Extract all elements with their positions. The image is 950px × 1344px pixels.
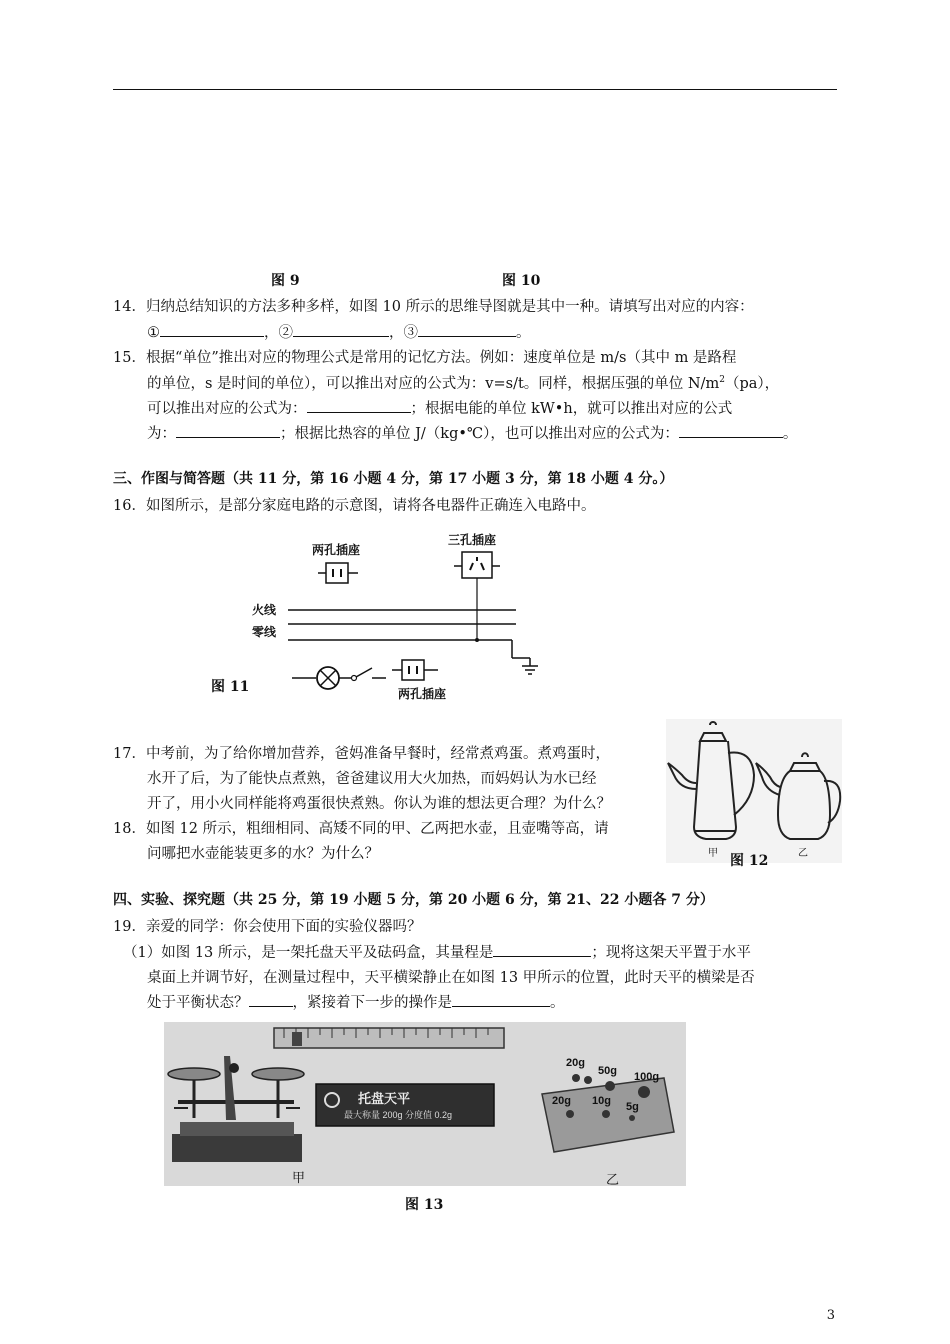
- fig12-label-b: 乙: [798, 848, 808, 859]
- header-rule: [113, 89, 837, 90]
- q16-text: 如图所示，是部分家庭电路的示意图，请将各电器件正确连入电路中。: [145, 498, 596, 514]
- fig13-label-a: 甲: [292, 1170, 306, 1185]
- q19-part-1-line-2: 桌面上并调节好，在测量过程中，天平横梁静止在如图 13 甲所示的位置，此时天平的横梁是否: [147, 970, 755, 986]
- q15-blank-energy[interactable]: [176, 423, 280, 438]
- weight-label-6: 5g: [626, 1101, 639, 1113]
- q15-line-2-sup: 2: [719, 375, 725, 386]
- q19-p1b: ；现将这架天平置于水平: [591, 945, 751, 961]
- q15-line-2b: （pa），: [724, 376, 780, 392]
- figure-11-circuit: [240, 528, 560, 708]
- question-15-line-2: [147, 372, 779, 393]
- page-number: 3: [826, 1308, 835, 1323]
- q14-text: 归纳总结知识的方法多种多样，如图 10 所示的思维导图就是其中一种。请填写出对应的内容：: [145, 299, 754, 315]
- fig11-live-wire-label: 火线: [252, 603, 277, 617]
- section-3-heading: 三、作图与简答题（共 11 分，第 16 小题 4 分，第 17 小题 3 分，第 18 小题 4 分。）: [113, 471, 674, 487]
- q19-text: 亲爱的同学：你会使用下面的实验仪器吗？: [145, 919, 422, 935]
- q19-part-1-line-3: [147, 991, 565, 1012]
- q19-blank-range[interactable]: [493, 942, 591, 957]
- q17-line-2: 水开了后，为了能快点煮熟，爸爸建议用大火加热，而妈妈认为水已经: [147, 771, 597, 787]
- q14-blank-3[interactable]: [418, 322, 516, 337]
- q14-blank-2[interactable]: [293, 322, 389, 337]
- fig13-nameplate-title: 托盘天平: [358, 1091, 411, 1106]
- q14-number: 14．: [113, 299, 146, 315]
- q19-p3c: 。: [550, 995, 565, 1011]
- q15-line-4b: ；根据比热容的单位 J/（kg•℃），也可以推出对应的公式为：: [280, 426, 679, 442]
- question-15-line-3: [147, 397, 732, 418]
- q15-line-3b: ；根据电能的单位 kW•h，就可以推出对应的公式: [410, 401, 733, 417]
- socket-two-bottom: [402, 660, 424, 680]
- q18-line-2: 问哪把水壶能装更多的水？为什么？: [147, 846, 379, 862]
- figure-13-balance: [164, 1022, 686, 1186]
- weight-label-2: 50g: [598, 1065, 617, 1077]
- q19-part-1-line-1: [123, 941, 751, 962]
- figure-10-caption: 图 10: [502, 273, 541, 289]
- question-17: [113, 742, 610, 763]
- rider-weight: [292, 1032, 302, 1046]
- socket-two-top: [326, 563, 348, 583]
- q19-p1a: （1）如图 13 所示，是一架托盘天平及砝码盒，其量程是: [123, 945, 494, 961]
- q19-p3b: ，紧接着下一步的操作是: [292, 995, 452, 1011]
- fig12-label-a: 甲: [708, 848, 718, 859]
- weight-label-1: 20g: [566, 1057, 585, 1069]
- q15-line-4a: 为：: [147, 426, 176, 442]
- question-15: [113, 346, 736, 367]
- switch-icon: [352, 676, 357, 681]
- q14-sep-2: ，③: [389, 325, 418, 341]
- figure-9-caption: 图 9: [271, 273, 300, 289]
- question-14: [113, 295, 754, 316]
- q18-line-1: 如图 12 所示，粗细相同、高矮不同的甲、乙两把水壶，且壶嘴等高，请: [145, 821, 609, 837]
- figure-12-kettles: [666, 719, 842, 863]
- question-15-line-4: [147, 422, 797, 443]
- q15-number: 15．: [113, 350, 146, 366]
- fig11-socket-three-label: 三孔插座: [448, 533, 497, 547]
- q17-number: 17．: [113, 746, 146, 762]
- figure-13-caption: 图 13: [405, 1197, 444, 1213]
- section-4-heading: 四、实验、探究题（共 25 分，第 19 小题 5 分，第 20 小题 6 分，第 21、22 小题各 7 分）: [113, 892, 714, 908]
- question-16: [113, 494, 595, 515]
- q14-end: 。: [516, 325, 531, 341]
- q19-number: 19．: [113, 919, 146, 935]
- q14-blank-1[interactable]: [160, 322, 264, 337]
- figure-12-caption: 图 12: [730, 853, 769, 869]
- weight-label-3: 100g: [634, 1071, 660, 1083]
- q19-blank-balanced[interactable]: [249, 992, 293, 1007]
- q15-line-2a: 的单位，s 是时间的单位），可以推出对应的公式为：v=s/t。同样，根据压强的单位 N/m: [147, 376, 720, 392]
- fig13-label-b: 乙: [606, 1172, 620, 1186]
- weight-label-5: 10g: [592, 1095, 611, 1107]
- q18-number: 18．: [113, 821, 146, 837]
- q15-blank-heat[interactable]: [679, 423, 783, 438]
- q15-line-3a: 可以推出对应的公式为：: [147, 401, 307, 417]
- q19-p3a: 处于平衡状态？: [147, 995, 249, 1011]
- q15-line-1: 根据“单位”推出对应的物理公式是常用的记忆方法。例如：速度单位是 m/s（其中 m 是路程: [145, 350, 737, 366]
- q15-line-4c: 。: [782, 426, 798, 442]
- question-18: [113, 817, 609, 838]
- fig11-socket-two-bottom-label: 两孔插座: [398, 687, 447, 701]
- fig11-socket-two-top-label: 两孔插座: [312, 543, 361, 557]
- q15-blank-pressure[interactable]: [307, 398, 411, 413]
- fig11-neutral-wire-label: 零线: [252, 625, 277, 639]
- question-19: [113, 915, 421, 936]
- weight-label-4: 20g: [552, 1095, 571, 1107]
- q14-sep-1: ，②: [264, 325, 293, 341]
- q19-blank-next-step[interactable]: [452, 992, 550, 1007]
- q14-mark-1: ①: [147, 325, 160, 341]
- q17-line-3: 开了，用小火同样能将鸡蛋很快煮熟。你认为谁的想法更合理？为什么？: [147, 796, 611, 812]
- socket-three: [462, 552, 492, 578]
- figure-11-caption: 图 11: [211, 679, 250, 695]
- q16-number: 16．: [113, 498, 146, 514]
- fig13-nameplate-spec: 最大称量 200g 分度值 0.2g: [344, 1110, 453, 1120]
- question-14-answers: [147, 321, 531, 342]
- q17-line-1: 中考前，为了给你增加营养，爸妈准备早餐时，经常煮鸡蛋。煮鸡蛋时，: [145, 746, 610, 762]
